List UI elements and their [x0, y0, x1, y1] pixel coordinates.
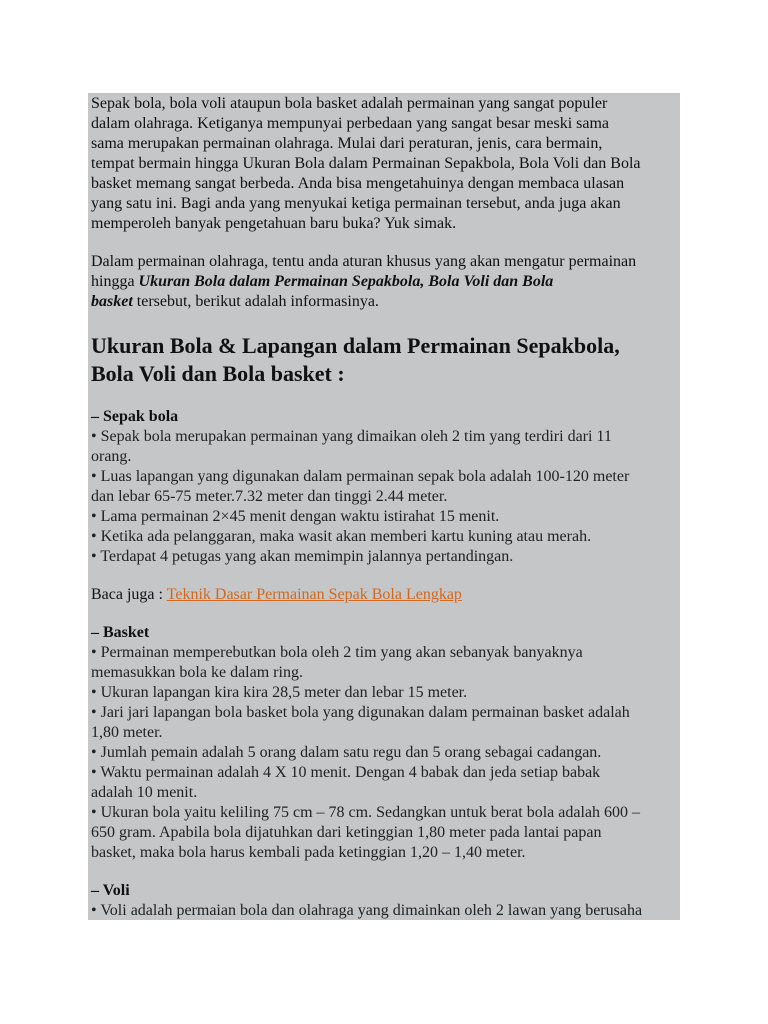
intro-line: memperoleh banyak pengetahuan baru buka? Yuk simak. — [91, 215, 457, 232]
list-item: • Terdapat 4 petugas yang akan memimpin jalannya pertandingan. — [91, 548, 514, 565]
intro-paragraph-2 — [91, 252, 680, 312]
spacer — [91, 312, 680, 332]
list-item: dan lebar 65-75 meter.7.32 meter dan tinggi 2.44 meter. — [91, 488, 448, 505]
emphasis-text: Ukuran Bola dalam Permainan Sepakbola, Bola Voli dan Bola — [138, 273, 554, 290]
intro-text: hingga — [91, 273, 139, 290]
subsection-title: – Voli — [91, 882, 130, 899]
section-basket — [91, 623, 680, 863]
subsection-title: – Basket — [91, 624, 150, 641]
baca-juga-line — [91, 585, 680, 605]
intro-line: yang satu ini. Bagi anda yang menyukai ketiga permainan tersebut, anda juga akan — [91, 195, 621, 212]
list-item: • Ukuran lapangan kira kira 28,5 meter dan lebar 15 meter. — [91, 684, 468, 701]
baca-juga-link[interactable]: Teknik Dasar Permainan Sepak Bola Lengkap — [166, 586, 462, 603]
intro-line — [91, 292, 680, 312]
list-item: 650 gram. Apabila bola dijatuhkan dari ketinggian 1,80 meter pada lantai papan — [91, 824, 602, 841]
emphasis-text: basket — [91, 293, 133, 310]
list-item: • Sepak bola merupakan permainan yang dimaikan oleh 2 tim yang terdiri dari 11 — [91, 428, 612, 445]
list-item: • Ketika ada pelanggaran, maka wasit akan memberi kartu kuning atau merah. — [91, 528, 592, 545]
list-item: orang. — [91, 448, 132, 465]
intro-line — [91, 272, 680, 292]
intro-line: tempat bermain hingga Ukuran Bola dalam Permainan Sepakbola, Bola Voli dan Bola — [91, 155, 641, 172]
section-sepakbola — [91, 407, 680, 567]
intro-text: tersebut, berikut adalah informasinya. — [132, 293, 379, 310]
subsection-title: – Sepak bola — [91, 408, 179, 425]
list-item: • Jari jari lapangan bola basket bola yang digunakan dalam permainan basket adalah — [91, 704, 630, 721]
spacer — [91, 388, 680, 407]
intro-line: basket memang sangat berbeda. Anda bisa mengetahuinya dengan membaca ulasan — [91, 175, 625, 192]
list-item: memasukkan bola ke dalam ring. — [91, 664, 303, 681]
list-item: • Permainan memperebutkan bola oleh 2 tim yang akan sebanyak banyaknya — [91, 644, 583, 661]
section-heading — [91, 332, 680, 388]
heading-line: Bola Voli dan Bola basket : — [91, 361, 345, 386]
list-item: • Ukuran bola yaitu keliling 75 cm – 78 cm. Sedangkan untuk berat bola adalah 600 – — [91, 804, 641, 821]
document-content — [91, 93, 680, 920]
list-item: • Waktu permainan adalah 4 X 10 menit. Dengan 4 babak dan jeda setiap babak — [91, 764, 601, 781]
intro-line: dalam olahraga. Ketiganya mempunyai perbedaan yang sangat besar meski sama — [91, 115, 610, 132]
list-item: • Lama permainan 2×45 menit dengan waktu istirahat 15 menit. — [91, 508, 500, 525]
list-item: • Voli adalah permaian bola dan olahraga yang dimainkan oleh 2 lawan yang berusaha — [91, 902, 643, 919]
spacer — [91, 605, 680, 623]
list-item: • Luas lapangan yang digunakan dalam permainan sepak bola adalah 100-120 meter — [91, 468, 630, 485]
list-item: • Jumlah pemain adalah 5 orang dalam satu regu dan 5 orang sebagai cadangan. — [91, 744, 602, 761]
document-page — [88, 93, 680, 920]
heading-line: Ukuran Bola & Lapangan dalam Permainan Sepakbola, — [91, 333, 620, 358]
spacer — [91, 863, 680, 881]
spacer — [91, 567, 680, 585]
section-voli — [91, 881, 680, 920]
list-item: 1,80 meter. — [91, 724, 163, 741]
baca-juga-label: Baca juga : — [91, 586, 167, 603]
spacer — [91, 234, 680, 252]
list-item: adalah 10 menit. — [91, 784, 198, 801]
intro-paragraph-1 — [91, 93, 680, 234]
intro-line: Dalam permainan olahraga, tentu anda aturan khusus yang akan mengatur permainan — [91, 253, 637, 270]
intro-line: sama merupakan permainan olahraga. Mulai dari peraturan, jenis, cara bermain, — [91, 135, 603, 152]
intro-line: Sepak bola, bola voli ataupun bola basket adalah permainan yang sangat populer — [91, 95, 608, 112]
list-item: basket, maka bola harus kembali pada ketinggian 1,20 – 1,40 meter. — [91, 844, 526, 861]
